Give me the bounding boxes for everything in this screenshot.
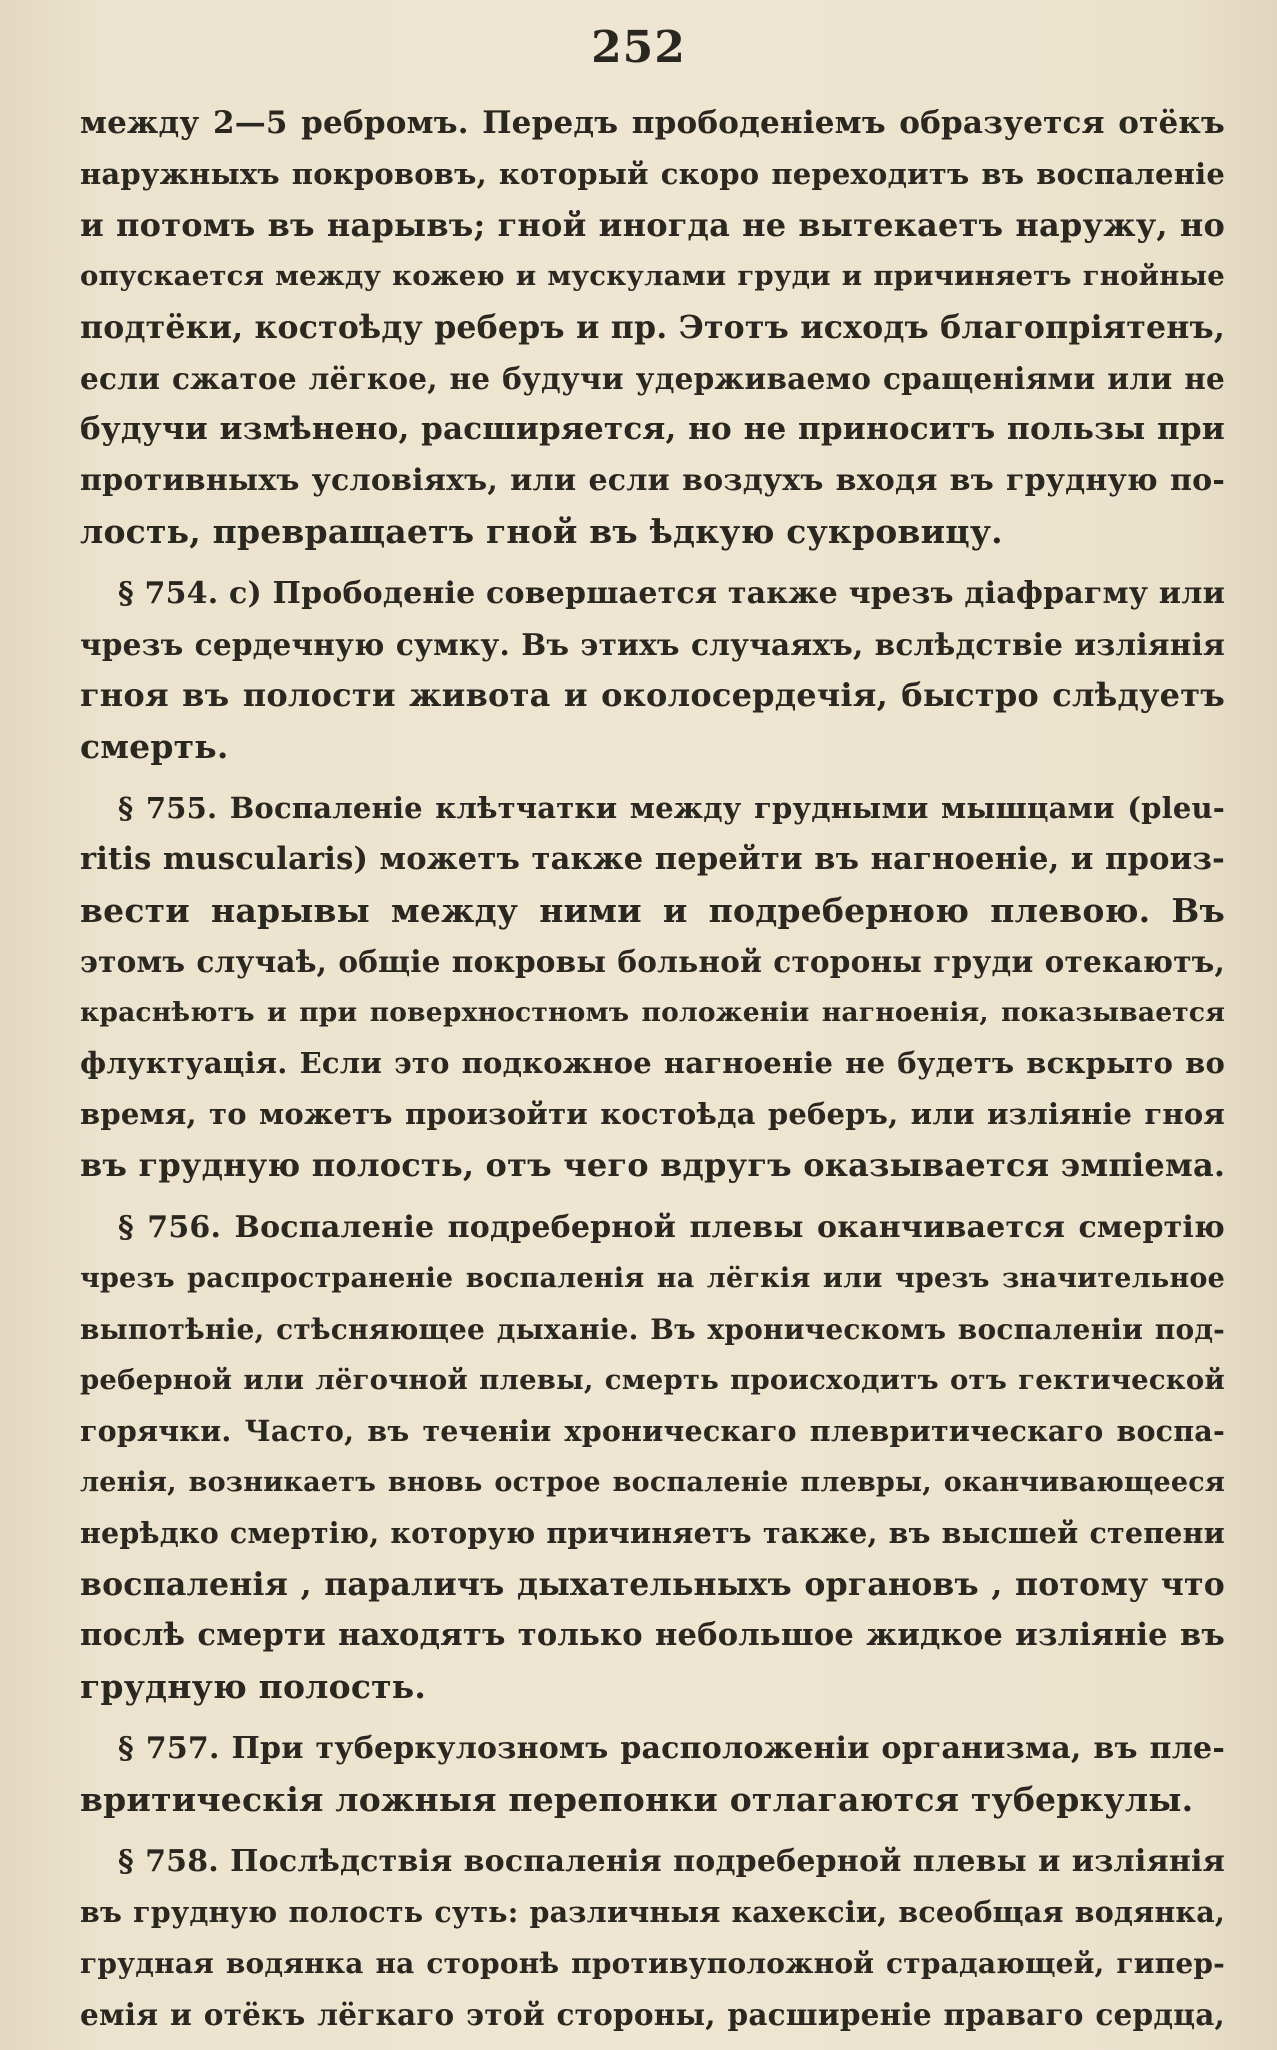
text-line: въ грудную полость суть: различныя кахексіи, всеобщая водянка, bbox=[80, 1895, 1225, 1929]
paragraph-continuation bbox=[80, 98, 1225, 557]
text-line: въ грудную полость, отъ чего вдругъ оказывается эмпіема. bbox=[80, 1146, 1226, 1184]
text-line: вритическія ложныя перепонки отлагаются туберкулы. bbox=[80, 1780, 1194, 1819]
text-line: наружныхъ покрововъ, который скоро переходитъ въ воспаленіе bbox=[80, 157, 1225, 191]
paragraph-757 bbox=[80, 1723, 1225, 1825]
text-line: § 757. При туберкулозномъ расположеніи организма, въ пле- bbox=[118, 1731, 1225, 1766]
text-line: смерть. bbox=[80, 727, 229, 766]
text-line: чрезъ сердечную сумку. Въ этихъ случаяхъ, вслѣдствіе излiянія bbox=[80, 627, 1225, 662]
text-line: если сжатое лёгкое, не будучи удерживаемо сращеніями или не bbox=[80, 361, 1225, 396]
text-line: § 755. Воспаленіе клѣтчатки между грудными мышцами (pleu- bbox=[118, 791, 1225, 825]
paragraph-756 bbox=[80, 1202, 1225, 1712]
text-line: грудная водянка на сторонѣ противуположной страдающей, гипер- bbox=[80, 1947, 1225, 1980]
paragraph-754 bbox=[80, 568, 1225, 772]
text-line: между 2—5 ребромъ. Передъ прободеніемъ образуется отёкъ bbox=[80, 105, 1225, 141]
text-line: лость, превращаетъ гной въ ѣдкую сукровицу. bbox=[80, 512, 1003, 551]
text-line: реберной или лёгочной плевы, смерть происходитъ отъ гектической bbox=[80, 1364, 1225, 1396]
text-line: флуктуація. Если это подкожное нагноеніе не будетъ вскрыто во bbox=[80, 1046, 1225, 1080]
paragraph-758 bbox=[80, 1836, 1225, 2040]
text-line: краснѣютъ и при поверхностномъ положеніи нагноенія, показывается bbox=[80, 997, 1225, 1028]
page-number: 252 bbox=[591, 22, 686, 73]
text-line: чрезъ распространеніе воспаленія на лёгкія или чрезъ значительное bbox=[80, 1263, 1225, 1294]
text-line: гноя въ полости живота и околосердечія, быстро слѣдуетъ bbox=[80, 676, 1225, 714]
text-line: опускается между кожею и мускулами груди и причиняетъ гнойные bbox=[80, 260, 1225, 292]
text-line: вести нарывы между ними и подреберною плевою. Въ bbox=[80, 891, 1225, 930]
text-line: грудную полость. bbox=[80, 1667, 427, 1706]
text-line: § 754. c) Прободеніе совершается также чрезъ діафрагму или bbox=[118, 576, 1226, 611]
text-line: этомъ случаѣ, общіе покровы больной стороны груди отекаютъ, bbox=[80, 944, 1225, 979]
text-line: противныхъ условіяхъ, или если воздухъ входя въ грудную по- bbox=[80, 463, 1225, 498]
text-line: воспаленія , параличъ дыхательныхъ органовъ , потому что bbox=[80, 1566, 1225, 1603]
text-line: § 758. Послѣдствія воспаленія подреберной плевы и излiянія bbox=[118, 1844, 1225, 1879]
text-line: послѣ смерти находятъ только небольшое жидкое излiяніе въ bbox=[80, 1617, 1225, 1653]
text-line: ritis muscularis) можетъ также перейти въ нагноеніе, и произ- bbox=[80, 841, 1225, 877]
text-line: емія и отёкъ лёгкаго этой стороны, расширеніе праваго сердца, bbox=[80, 1997, 1225, 2032]
text-line: подтёки, костоѣду реберъ и пр. Этотъ исходъ благопріятенъ, bbox=[80, 309, 1225, 346]
text-line: время, то можетъ произойти костоѣда реберъ, или излiяніе гноя bbox=[80, 1097, 1225, 1131]
text-body bbox=[80, 98, 1225, 2040]
paragraph-755 bbox=[80, 783, 1225, 1191]
text-line: будучи измѣнено, расширяется, но не приноситъ пользы при bbox=[80, 411, 1225, 447]
text-line: ленія, возникаетъ вновь острое воспаленіе плевры, оканчивающееся bbox=[80, 1467, 1225, 1498]
text-line: нерѣдко смертію, которую причиняетъ также, въ высшей степени bbox=[80, 1516, 1225, 1550]
text-line: и потомъ въ нарывъ; гной иногда не вытекаетъ наружу, но bbox=[80, 206, 1225, 244]
text-line: выпотѣніе, стѣсняющее дыханіе. Въ хроническомъ воспаленіи под- bbox=[80, 1313, 1225, 1346]
text-line: горячки. Часто, въ теченіи хроническаго плевритическаго воспа- bbox=[80, 1414, 1225, 1448]
text-line: § 756. Воспаленіе подреберной плевы оканчивается смертію bbox=[118, 1210, 1225, 1245]
